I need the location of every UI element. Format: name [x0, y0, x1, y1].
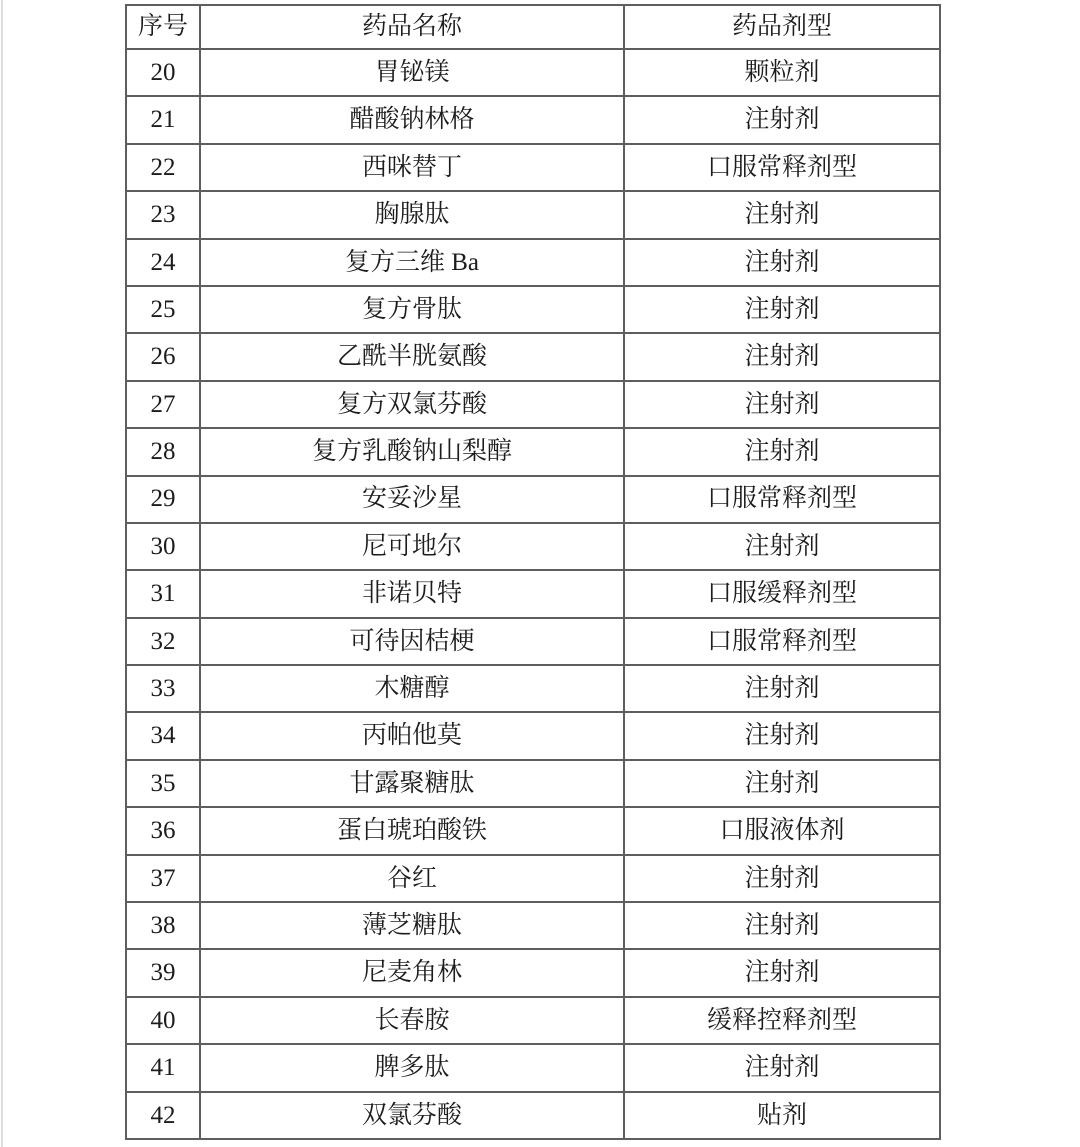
row-index-cell: 30	[126, 523, 200, 570]
table-row	[126, 381, 940, 428]
table-row	[126, 807, 940, 854]
table-row	[126, 902, 940, 949]
dosage-form-cell: 口服常释剂型	[624, 618, 940, 665]
row-index-cell: 25	[126, 286, 200, 333]
dosage-form-cell: 注射剂	[624, 1044, 940, 1091]
row-index-cell: 31	[126, 570, 200, 617]
row-index-cell: 42	[126, 1092, 200, 1139]
row-index-cell: 35	[126, 760, 200, 807]
header-drug-name: 药品名称	[200, 5, 624, 49]
drug-list-table	[125, 4, 941, 1140]
row-index-cell: 33	[126, 665, 200, 712]
row-index-cell: 22	[126, 144, 200, 191]
drug-name-cell: 长春胺	[200, 997, 624, 1044]
dosage-form-cell: 注射剂	[624, 760, 940, 807]
row-index-cell: 34	[126, 712, 200, 759]
row-index-cell: 32	[126, 618, 200, 665]
drug-name-cell: 木糖醇	[200, 665, 624, 712]
table-row	[126, 1044, 940, 1091]
table-body	[126, 49, 940, 1139]
drug-name-cell: 双氯芬酸	[200, 1092, 624, 1139]
drug-name-cell: 甘露聚糖肽	[200, 760, 624, 807]
row-index-cell: 27	[126, 381, 200, 428]
row-index-cell: 24	[126, 239, 200, 286]
table-row	[126, 949, 940, 996]
dosage-form-cell: 颗粒剂	[624, 49, 940, 96]
table-row	[126, 712, 940, 759]
drug-name-cell: 蛋白琥珀酸铁	[200, 807, 624, 854]
row-index-cell: 40	[126, 997, 200, 1044]
row-index-cell: 41	[126, 1044, 200, 1091]
dosage-form-cell: 注射剂	[624, 902, 940, 949]
page-edge-line	[1, 0, 3, 1147]
row-index-cell: 39	[126, 949, 200, 996]
table-row	[126, 333, 940, 380]
dosage-form-cell: 口服液体剂	[624, 807, 940, 854]
row-index-cell: 36	[126, 807, 200, 854]
table-row	[126, 855, 940, 902]
dosage-form-cell: 注射剂	[624, 665, 940, 712]
table-row	[126, 191, 940, 238]
row-index-cell: 28	[126, 428, 200, 475]
dosage-form-cell: 注射剂	[624, 239, 940, 286]
drug-name-cell: 复方三维 Ba	[200, 239, 624, 286]
row-index-cell: 38	[126, 902, 200, 949]
table-row	[126, 665, 940, 712]
drug-name-cell: 安妥沙星	[200, 476, 624, 523]
drug-name-cell: 醋酸钠林格	[200, 96, 624, 143]
table-row	[126, 49, 940, 96]
dosage-form-cell: 注射剂	[624, 333, 940, 380]
dosage-form-cell: 口服缓释剂型	[624, 570, 940, 617]
dosage-form-cell: 缓释控释剂型	[624, 997, 940, 1044]
row-index-cell: 26	[126, 333, 200, 380]
dosage-form-cell: 贴剂	[624, 1092, 940, 1139]
dosage-form-cell: 注射剂	[624, 96, 940, 143]
dosage-form-cell: 注射剂	[624, 381, 940, 428]
drug-name-cell: 谷红	[200, 855, 624, 902]
dosage-form-cell: 注射剂	[624, 712, 940, 759]
drug-name-cell: 尼可地尔	[200, 523, 624, 570]
table-row	[126, 523, 940, 570]
drug-name-cell: 西咪替丁	[200, 144, 624, 191]
header-dosage-form: 药品剂型	[624, 5, 940, 49]
table-header-row	[126, 5, 940, 49]
drug-name-cell: 胸腺肽	[200, 191, 624, 238]
table-header	[126, 5, 940, 49]
dosage-form-cell: 注射剂	[624, 949, 940, 996]
row-index-cell: 37	[126, 855, 200, 902]
table-row	[126, 144, 940, 191]
header-index: 序号	[126, 5, 200, 49]
dosage-form-cell: 注射剂	[624, 523, 940, 570]
row-index-cell: 29	[126, 476, 200, 523]
drug-name-cell: 丙帕他莫	[200, 712, 624, 759]
drug-name-cell: 脾多肽	[200, 1044, 624, 1091]
dosage-form-cell: 口服常释剂型	[624, 476, 940, 523]
dosage-form-cell: 注射剂	[624, 191, 940, 238]
table-row	[126, 239, 940, 286]
dosage-form-cell: 注射剂	[624, 855, 940, 902]
drug-name-cell: 可待因桔梗	[200, 618, 624, 665]
dosage-form-cell: 注射剂	[624, 286, 940, 333]
drug-name-cell: 尼麦角林	[200, 949, 624, 996]
drug-name-cell: 非诺贝特	[200, 570, 624, 617]
row-index-cell: 21	[126, 96, 200, 143]
drug-name-cell: 复方乳酸钠山梨醇	[200, 428, 624, 475]
dosage-form-cell: 注射剂	[624, 428, 940, 475]
table-row	[126, 618, 940, 665]
table-row	[126, 1092, 940, 1139]
table-row	[126, 286, 940, 333]
drug-name-cell: 薄芝糖肽	[200, 902, 624, 949]
dosage-form-cell: 口服常释剂型	[624, 144, 940, 191]
drug-name-cell: 复方双氯芬酸	[200, 381, 624, 428]
row-index-cell: 23	[126, 191, 200, 238]
table-row	[126, 997, 940, 1044]
table-row	[126, 760, 940, 807]
table-row	[126, 570, 940, 617]
row-index-cell: 20	[126, 49, 200, 96]
drug-name-cell: 复方骨肽	[200, 286, 624, 333]
table-row	[126, 428, 940, 475]
drug-name-cell: 乙酰半胱氨酸	[200, 333, 624, 380]
table-row	[126, 96, 940, 143]
table-row	[126, 476, 940, 523]
drug-name-cell: 胃铋镁	[200, 49, 624, 96]
